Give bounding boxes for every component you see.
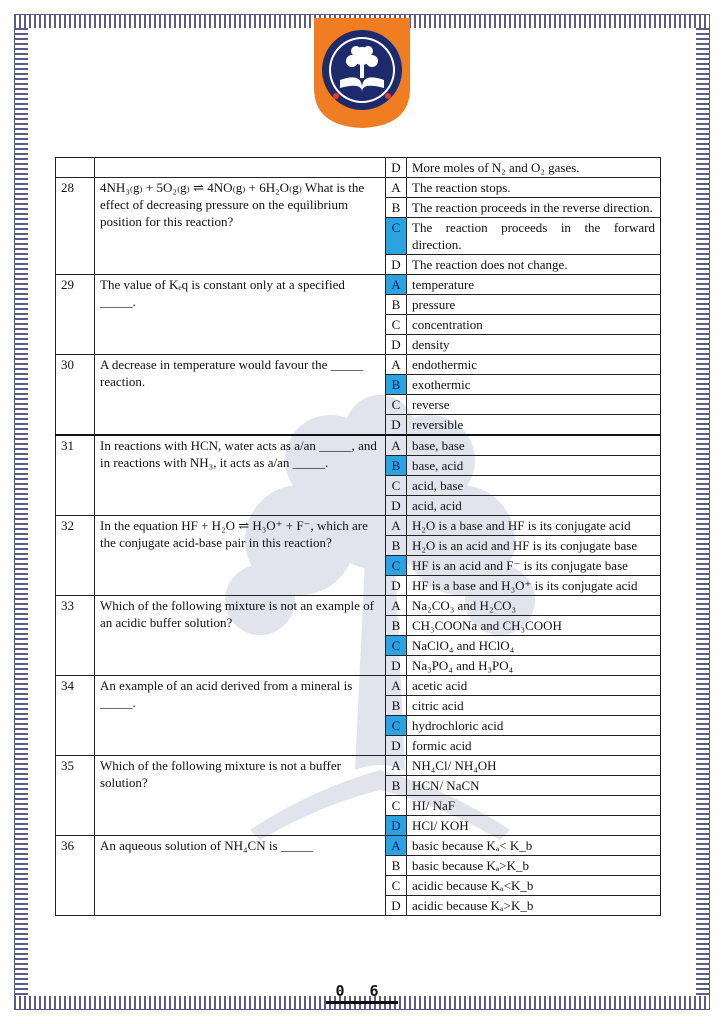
question-text: The value of Kₑq is constant only at a specified _____. [95, 275, 386, 355]
question-number [56, 158, 95, 178]
question-number: 34 [56, 676, 95, 756]
question-text: In reactions with HCN, water acts as a/an _____, and in reactions with NH₃, it acts as a/an _____. [95, 435, 386, 516]
option-row [56, 435, 661, 456]
option-row [56, 516, 661, 536]
option-letter: C [386, 315, 407, 335]
page-number-underline [326, 1001, 398, 1004]
option-text: acid, base [407, 476, 661, 496]
option-text: reverse [407, 395, 661, 415]
option-text: More moles of N₂ and O₂ gases. [407, 158, 661, 178]
option-letter: A [386, 178, 407, 198]
option-text: HF is an acid and F⁻ is its conjugate base [407, 556, 661, 576]
answer-letter-highlighted: B [386, 375, 407, 395]
question-text: 4NH₃₍g₎ + 5O₂₍g₎ ⇌ 4NO₍g₎ + 6H₂O₍g₎ What is the effect of decreasing pressure on the equilibrium position for this reaction? [95, 178, 386, 275]
question-text: An example of an acid derived from a mineral is _____. [95, 676, 386, 756]
option-text: basic because Kₐ>K_b [407, 856, 661, 876]
mcq-table [55, 157, 661, 916]
option-letter: D [386, 158, 407, 178]
question-number: 36 [56, 836, 95, 916]
question-number: 29 [56, 275, 95, 355]
option-row [56, 178, 661, 198]
option-text: base, base [407, 435, 661, 456]
option-letter: B [386, 616, 407, 636]
question-text: A decrease in temperature would favour the _____ reaction. [95, 355, 386, 436]
question-number: 32 [56, 516, 95, 596]
option-letter: B [386, 536, 407, 556]
option-text: basic because Kₐ< K_b [407, 836, 661, 856]
option-text: acid, acid [407, 496, 661, 516]
option-text: acidic because Kₐ>K_b [407, 896, 661, 916]
option-text: The reaction proceeds in the reverse direction. [407, 198, 661, 218]
question-number: 33 [56, 596, 95, 676]
option-letter: D [386, 896, 407, 916]
option-letter: D [386, 335, 407, 355]
answer-letter-highlighted: A [386, 836, 407, 856]
option-row [56, 836, 661, 856]
option-text: H₂O is an acid and HF is its conjugate base [407, 536, 661, 556]
option-text: formic acid [407, 736, 661, 756]
answer-letter-highlighted: C [386, 218, 407, 255]
option-letter: D [386, 496, 407, 516]
option-letter: A [386, 676, 407, 696]
option-text: acetic acid [407, 676, 661, 696]
option-text: The reaction proceeds in the forward direction. [407, 218, 661, 255]
option-text: H₂O is a base and HF is its conjugate acid [407, 516, 661, 536]
question-text: Which of the following mixture is not a buffer solution? [95, 756, 386, 836]
option-letter: D [386, 736, 407, 756]
option-text: The reaction stops. [407, 178, 661, 198]
option-text: concentration [407, 315, 661, 335]
option-letter: D [386, 415, 407, 436]
option-text: HI/ NaF [407, 796, 661, 816]
option-letter: A [386, 435, 407, 456]
option-text: The reaction does not change. [407, 255, 661, 275]
tree-book-emblem-icon [306, 18, 418, 130]
option-text: Na₃PO₄ and H₃PO₄ [407, 656, 661, 676]
option-text: acidic because Kₐ<K_b [407, 876, 661, 896]
answer-letter-highlighted: B [386, 456, 407, 476]
option-letter: A [386, 516, 407, 536]
option-letter: A [386, 756, 407, 776]
option-text: HCl/ KOH [407, 816, 661, 836]
option-letter: C [386, 395, 407, 415]
option-text: CH₃COONa and CH₃COOH [407, 616, 661, 636]
option-text: Na₂CO₃ and H₂CO₃ [407, 596, 661, 616]
option-letter: D [386, 255, 407, 275]
option-letter: B [386, 776, 407, 796]
question-text [95, 158, 386, 178]
option-text: citric acid [407, 696, 661, 716]
option-row [56, 355, 661, 375]
answer-letter-highlighted: D [386, 816, 407, 836]
option-text: pressure [407, 295, 661, 315]
question-number: 30 [56, 355, 95, 436]
question-text: An aqueous solution of NH₄CN is _____ [95, 836, 386, 916]
option-text: hydrochloric acid [407, 716, 661, 736]
option-text: NH₄Cl/ NH₄OH [407, 756, 661, 776]
option-text: HF is a base and H₃O⁺ is its conjugate acid [407, 576, 661, 596]
question-number: 28 [56, 178, 95, 275]
option-letter: D [386, 656, 407, 676]
option-letter: B [386, 696, 407, 716]
option-letter: C [386, 876, 407, 896]
option-letter: D [386, 576, 407, 596]
option-letter: C [386, 796, 407, 816]
answer-letter-highlighted: C [386, 636, 407, 656]
option-letter: B [386, 198, 407, 218]
option-row [56, 275, 661, 295]
option-letter: B [386, 856, 407, 876]
answer-letter-highlighted: C [386, 716, 407, 736]
question-text: In the equation HF + H₂O ⇌ H₃O⁺ + F⁻, which are the conjugate acid-base pair in this reaction? [95, 516, 386, 596]
question-number: 31 [56, 435, 95, 516]
question-number: 35 [56, 756, 95, 836]
page-number: 0 6 [335, 982, 387, 1000]
option-text: reversible [407, 415, 661, 436]
option-letter: A [386, 355, 407, 375]
option-text: base, acid [407, 456, 661, 476]
option-text: density [407, 335, 661, 355]
answer-letter-highlighted: C [386, 556, 407, 576]
option-row [56, 158, 661, 178]
question-text: Which of the following mixture is not an example of an acidic buffer solution? [95, 596, 386, 676]
option-text: endothermic [407, 355, 661, 375]
option-row [56, 676, 661, 696]
option-letter: B [386, 295, 407, 315]
option-text: HCN/ NaCN [407, 776, 661, 796]
option-text: exothermic [407, 375, 661, 395]
option-row [56, 756, 661, 776]
option-row [56, 596, 661, 616]
option-letter: A [386, 596, 407, 616]
option-text: temperature [407, 275, 661, 295]
answer-letter-highlighted: A [386, 275, 407, 295]
option-text: NaClO₄ and HClO₄ [407, 636, 661, 656]
option-letter: C [386, 476, 407, 496]
